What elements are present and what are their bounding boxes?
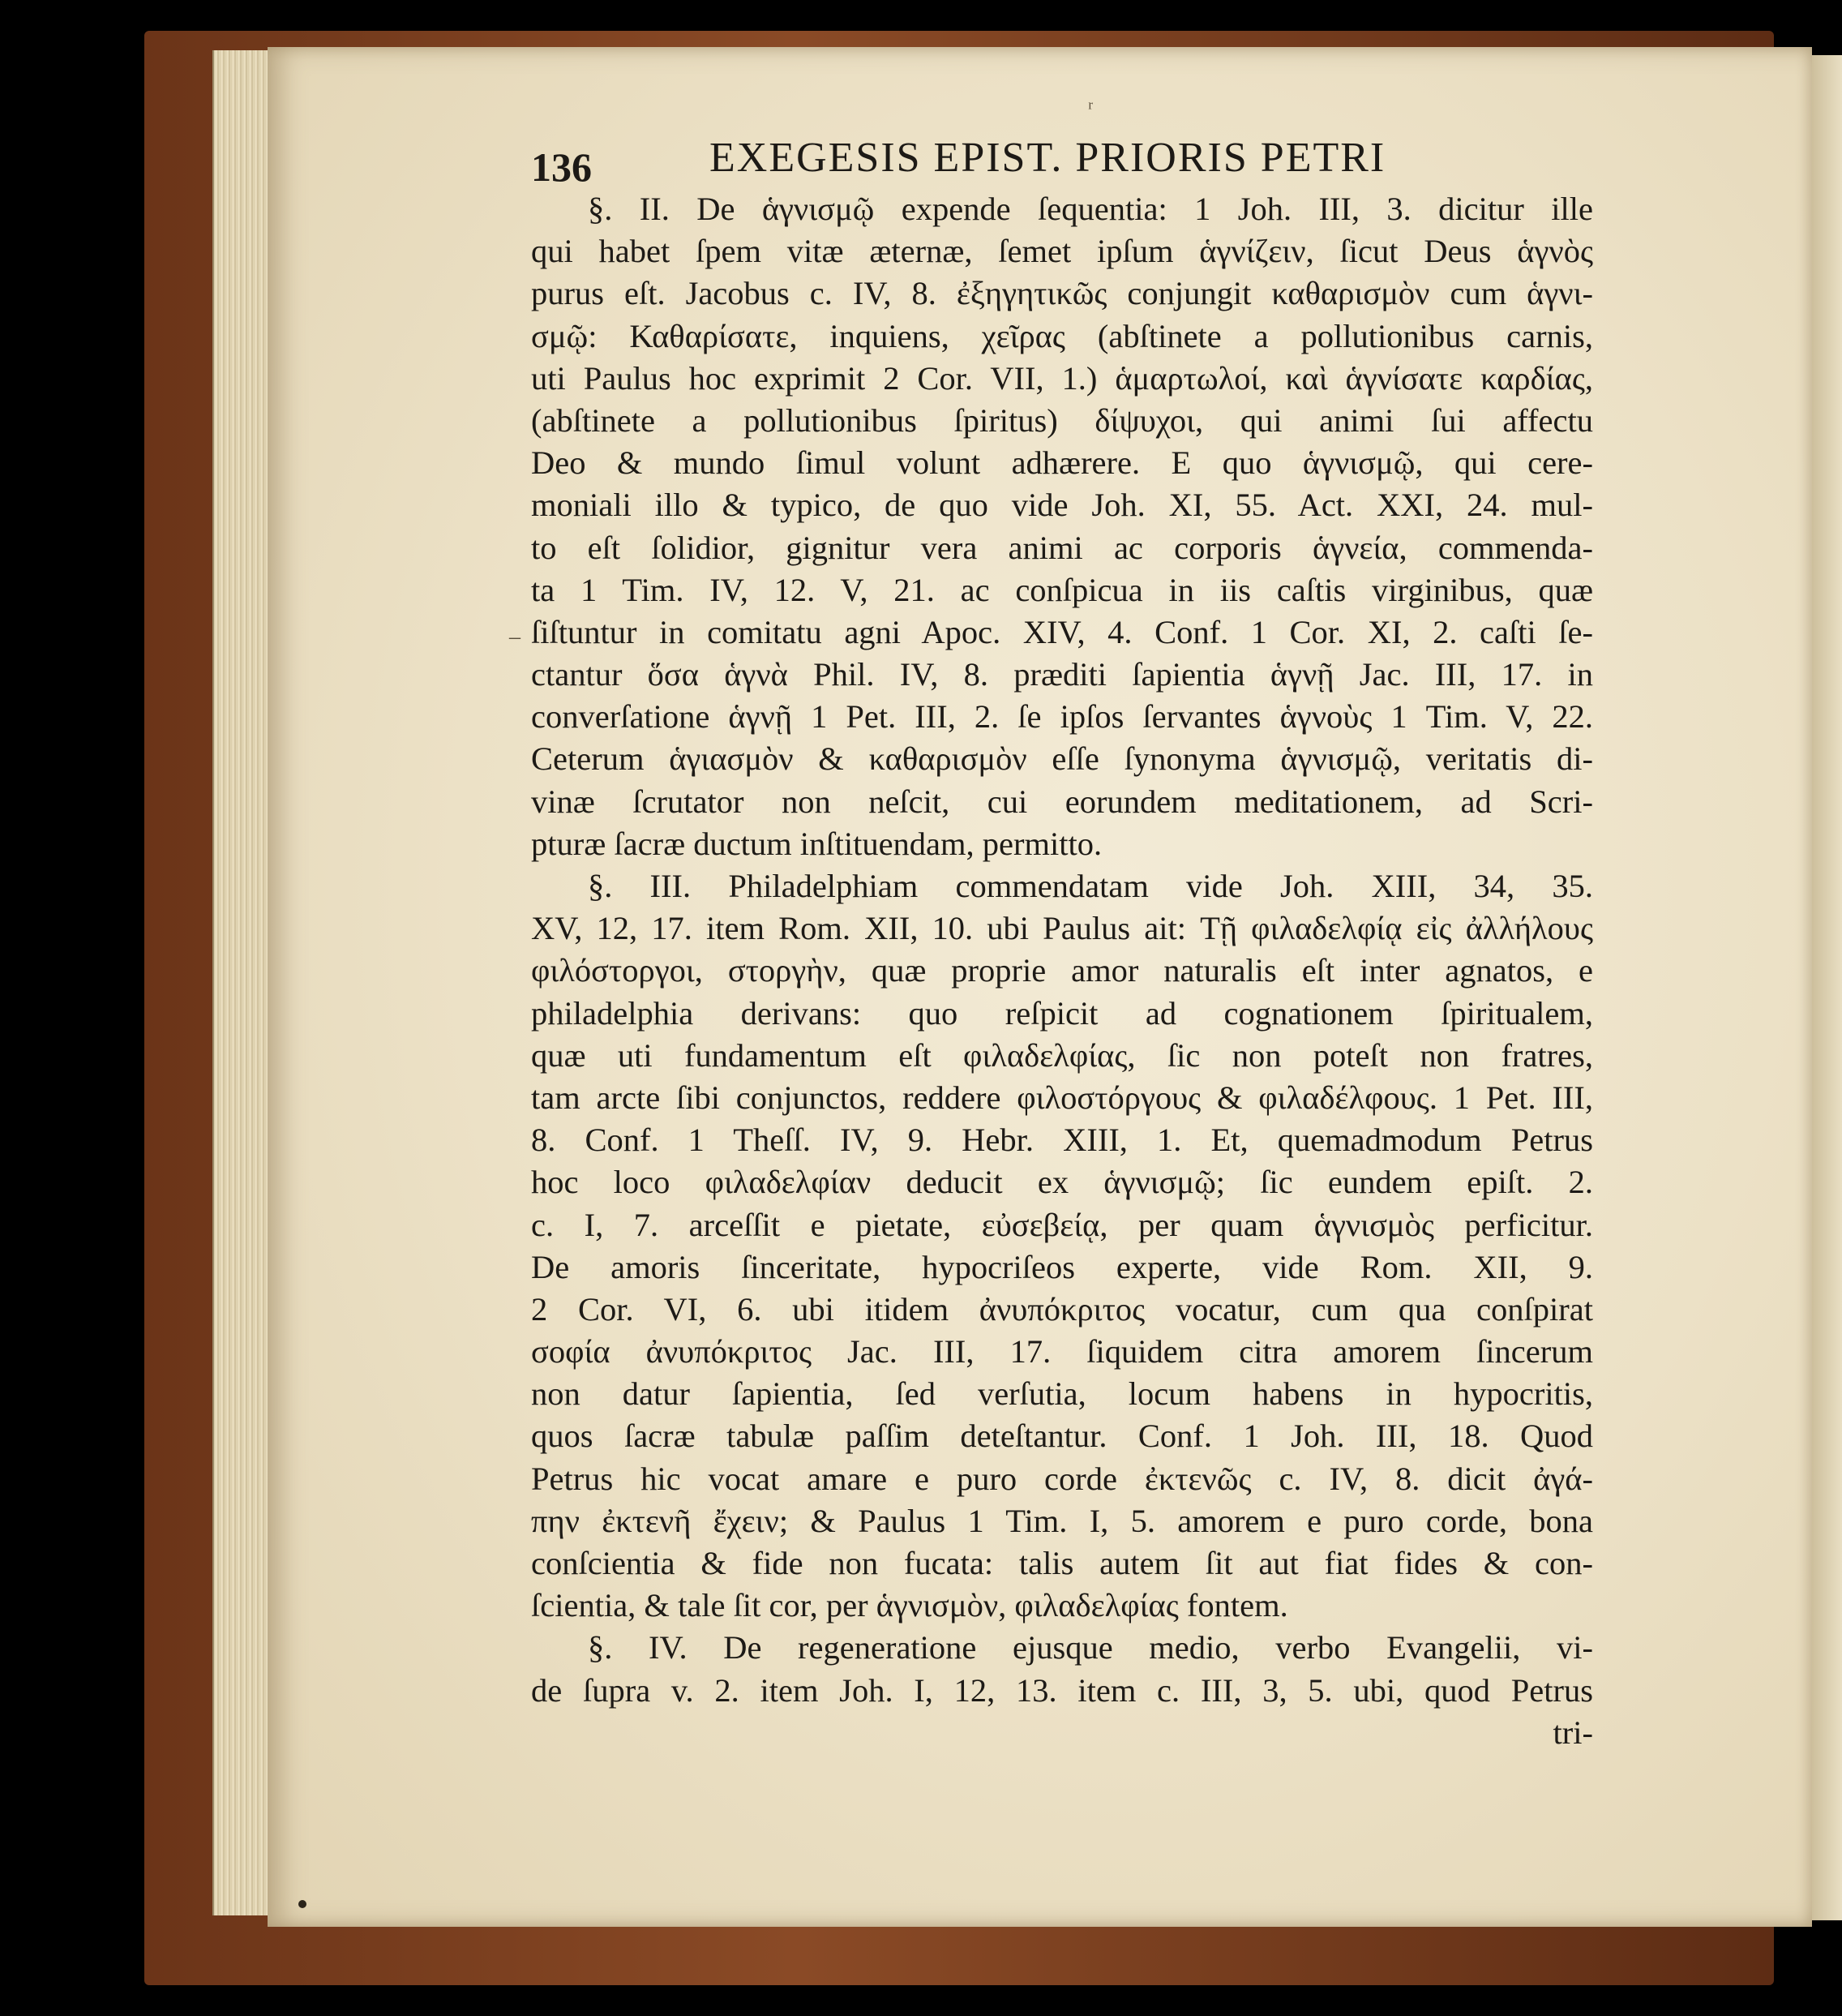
text-line: quæ uti fundamentum eſt φιλαδελφίας, ſic non poteſt non fratres, bbox=[531, 1036, 1593, 1074]
text-line: to eſt ſolidior, gignitur vera animi ac corporis ἁγνεία, commenda- bbox=[531, 529, 1593, 566]
text-line: πην ἐκτενῆ ἔχειν; & Paulus 1 Tim. I, 5. amorem e puro corde, bona bbox=[531, 1502, 1593, 1539]
margin-mark: ʳ bbox=[1088, 96, 1094, 121]
page-edges bbox=[212, 50, 269, 1915]
text-line: moniali illo & typico, de quo vide Joh. XI, 55. Act. XXI, 24. mul- bbox=[531, 487, 1593, 524]
text-line: uti Paulus hoc exprimit 2 Cor. VII, 1.) ἁμαρτωλοί, καὶ ἁγνίσατε καρδίας, bbox=[531, 359, 1593, 397]
text-line: (abſtinete a pollutionibus ſpiritus) δίψυχοι, qui animi ſui affectu bbox=[531, 401, 1593, 439]
text-line: σμῷ: Καθαρίσατε, inquiens, χεῖρας (abſtinete a pollutionibus carnis, bbox=[531, 317, 1593, 354]
text-line: 8. Conf. 1 Theſſ. IV, 9. Hebr. XIII, 1. Et, quemadmodum Petrus bbox=[531, 1122, 1593, 1159]
text-line: converſatione ἁγνῇ 1 Pet. III, 2. ſe ipſos ſervantes ἁγνοὺς 1 Tim. V, 22. bbox=[531, 698, 1593, 736]
ink-dot bbox=[298, 1900, 306, 1908]
text-line: §. IV. De regeneratione ejusque medio, verbo Evangelii, vi- bbox=[588, 1629, 1593, 1666]
text-line: ctantur ὅσα ἁγνὰ Phil. IV, 8. præditi ſapientia ἁγνῇ Jac. III, 17. in bbox=[531, 656, 1593, 693]
text-line: pturæ ſacræ ductum inſtituendam, permitto. bbox=[531, 825, 1103, 862]
text-line: conſcientia & fide non fucata: talis autem ſit aut fiat fides & con- bbox=[531, 1545, 1593, 1581]
text-line: φιλόστοργοι, στοργὴν, quæ proprie amor naturalis eſt inter agnatos, e bbox=[531, 952, 1593, 989]
text-line: non datur ſapientia, ſed verſutia, locum habens in hypocritis, bbox=[531, 1375, 1593, 1413]
text-line: qui habet ſpem vitæ æternæ, ſemet ipſum ἁγνίζειν, ſicut Deus ἁγνὸς bbox=[531, 233, 1593, 270]
text-line: de ſupra v. 2. item Joh. I, 12, 13. item c. III, 3, 5. ubi, quod Petrus bbox=[531, 1671, 1593, 1709]
text-line: Petrus hic vocat amare e puro corde ἐκτενῶς c. IV, 8. dicit ἀγά- bbox=[531, 1460, 1593, 1497]
text-line: σοφία ἀνυπόκριτος Jac. III, 17. ſiquidem citra amorem ſincerum bbox=[531, 1333, 1593, 1370]
facing-page-edge bbox=[1812, 55, 1842, 1920]
text-line: ta 1 Tim. IV, 12. V, 21. ac conſpicua in iis caſtis virginibus, quæ bbox=[531, 571, 1593, 608]
text-line: quos ſacræ tabulæ paſſim deteſtantur. Conf. 1 Joh. III, 18. Quod bbox=[531, 1418, 1593, 1455]
text-line: Ceterum ἁγιασμὸν & καθαρισμὸν eſſe ſynonyma ἁγνισμῷ, veritatis di- bbox=[531, 740, 1593, 778]
text-line: 2 Cor. VI, 6. ubi itidem ἀνυπόκριτος vocatur, cum qua conſpirat bbox=[531, 1290, 1593, 1328]
text-line: hoc loco φιλαδελφίαν deducit ex ἁγνισμῷ; ſic eundem epiſt. 2. bbox=[531, 1164, 1593, 1201]
text-line: §. III. Philadelphiam commendatam vide Joh. XIII, 34, 35. bbox=[588, 868, 1593, 904]
page-title: EXEGESIS EPIST. PRIORIS PETRI bbox=[709, 135, 1386, 181]
text-line: vinæ ſcrutator non neſcit, cui eorundem meditationem, ad Scri- bbox=[531, 783, 1593, 820]
text-line: XV, 12, 17. item Rom. XII, 10. ubi Paulus ait: Τῇ φιλαδελφίᾳ εἰς ἀλλήλους bbox=[531, 910, 1593, 947]
text-line: tam arcte ſibi conjunctos, reddere φιλοστόργους & φιλαδέλφους. 1 Pet. III, bbox=[531, 1079, 1593, 1116]
running-head bbox=[531, 134, 1423, 192]
text-line: ſiſtuntur in comitatu agni Apoc. XIV, 4. Conf. 1 Cor. XI, 2. caſti ſe- bbox=[531, 613, 1593, 650]
text-line: philadelphia derivans: quo reſpicit ad cognationem ſpiritualem, bbox=[531, 994, 1593, 1032]
text-line: §. II. De ἁγνισμῷ expende ſequentia: 1 Joh. III, 3. dicitur ille bbox=[588, 191, 1593, 227]
catchword: tri- bbox=[1553, 1714, 1593, 1751]
text-line: ſcientia, & tale ſit cor, per ἁγνισμὸν, φιλαδελφίας fontem. bbox=[531, 1587, 1288, 1624]
text-line: De amoris ſinceritate, hypocriſeos experte, vide Rom. XII, 9. bbox=[531, 1248, 1593, 1285]
margin-dash: – bbox=[509, 624, 520, 650]
text-line: c. I, 7. arceſſit e pietate, εὐσεβείᾳ, per quam ἁγνισμὸς perficitur. bbox=[531, 1206, 1593, 1243]
body-text bbox=[531, 188, 1593, 1754]
text-line: purus eſt. Jacobus c. IV, 8. ἐξηγητικῶς conjungit καθαρισμὸν cum ἁγνι- bbox=[531, 275, 1593, 312]
text-line: Deo & mundo ſimul volunt adhærere. E quo ἁγνισμῷ, qui cere- bbox=[531, 444, 1593, 482]
page-number: 136 bbox=[531, 144, 592, 190]
